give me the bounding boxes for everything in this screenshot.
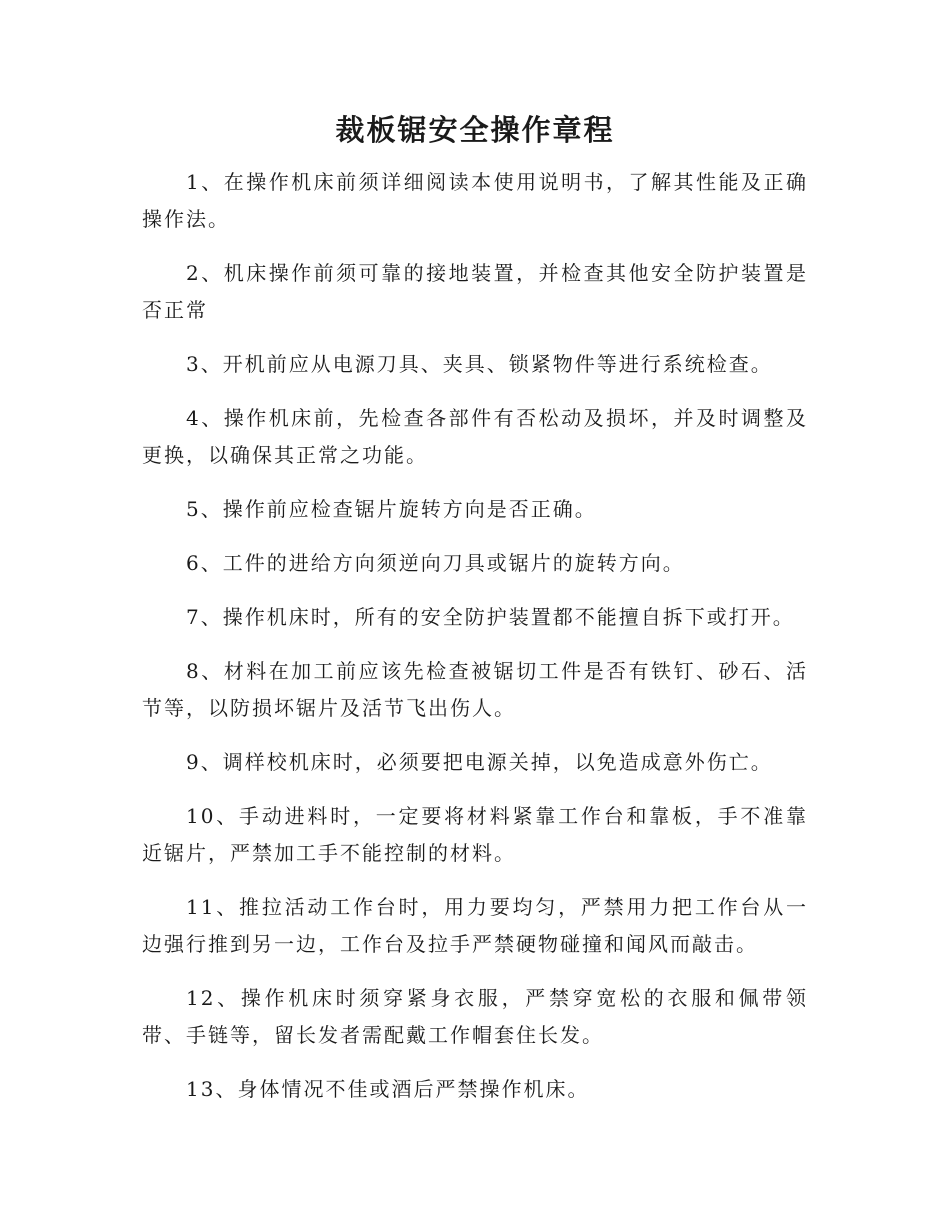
rule-paragraph-12: 12、操作机床时须穿紧身衣服，严禁穿宽松的衣服和佩带领带、手链等，留长发者需配戴工作帽套住长发。 bbox=[142, 986, 808, 1047]
rule-paragraph-5: 5、操作前应检查锯片旋转方向是否正确。 bbox=[186, 497, 597, 521]
rule-paragraph-9: 9、调样校机床时，必须要把电源关掉，以免造成意外伤亡。 bbox=[186, 750, 773, 774]
rule-paragraph-6: 6、工件的进给方向须逆向刀具或锯片的旋转方向。 bbox=[186, 551, 685, 575]
rule-paragraph-2: 2、机床操作前须可靠的接地装置，并检查其他安全防护装置是否正常 bbox=[142, 261, 808, 322]
rule-paragraph-10: 10、手动进料时，一定要将材料紧靠工作台和靠板，手不准靠近锯片，严禁加工手不能控制的材料。 bbox=[142, 804, 808, 865]
rule-paragraph-7: 7、操作机床时，所有的安全防护装置都不能擅自拆下或打开。 bbox=[186, 605, 795, 629]
rule-paragraph-4: 4、操作机床前，先检查各部件有否松动及损坏，并及时调整及更换，以确保其正常之功能。 bbox=[142, 406, 808, 467]
rule-paragraph-8: 8、材料在加工前应该先检查被锯切工件是否有铁钉、砂石、活节等，以防损坏锯片及活节飞出伤人。 bbox=[142, 659, 808, 720]
document-title: 裁板锯安全操作章程 bbox=[335, 113, 615, 147]
rule-paragraph-11: 11、推拉活动工作台时，用力要均匀，严禁用力把工作台从一边强行推到另一边，工作台及拉手严禁硬物碰撞和闻风而敲击。 bbox=[142, 895, 808, 956]
document-body bbox=[142, 164, 808, 1125]
rule-paragraph-1: 1、在操作机床前须详细阅读本使用说明书，了解其性能及正确操作法。 bbox=[142, 170, 808, 231]
rule-paragraph-3: 3、开机前应从电源刀具、夹具、锁紧物件等进行系统检查。 bbox=[186, 352, 773, 376]
rule-paragraph-13: 13、身体情况不佳或酒后严禁操作机床。 bbox=[186, 1077, 590, 1101]
